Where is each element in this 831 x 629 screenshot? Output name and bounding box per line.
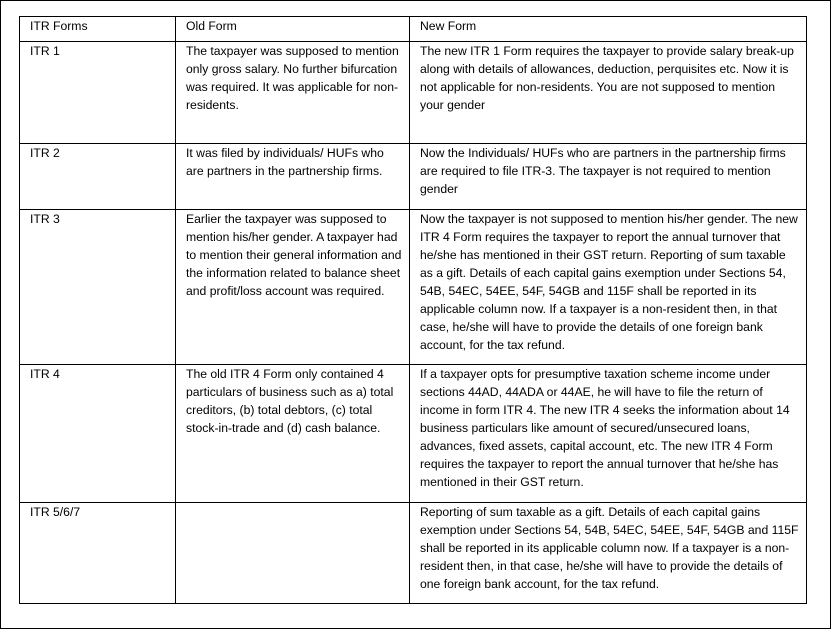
cell-new-form: The new ITR 1 Form requires the taxpayer to provide salary break-up along with details of allowances, deduction, perquisites etc. Now it is not applicable for non-residents. You are not supposed to mention your gender: [410, 42, 807, 144]
table-row: [20, 210, 807, 365]
cell-old-form: Earlier the taxpayer was supposed to mention his/her gender. A taxpayer had to mention their general information and the information related to balance sheet and profit/loss account was required.: [176, 210, 410, 365]
header-old-form: Old Form: [176, 17, 410, 42]
cell-itr-form: ITR 3: [20, 210, 176, 365]
table-row: [20, 42, 807, 144]
cell-itr-form: ITR 1: [20, 42, 176, 144]
cell-itr-form: ITR 2: [20, 144, 176, 210]
cell-old-form: The taxpayer was supposed to mention only gross salary. No further bifurcation was required. It was applicable for non-residents.: [176, 42, 410, 144]
cell-itr-form: ITR 4: [20, 365, 176, 503]
cell-old-form: It was filed by individuals/ HUFs who are partners in the partnership firms.: [176, 144, 410, 210]
table-row: [20, 144, 807, 210]
cell-new-form: Now the taxpayer is not supposed to mention his/her gender. The new ITR 4 Form requires the taxpayer to report the annual turnover that he/she has mentioned in their GST return. Reporting of sum taxable as a gift. Details of each capital gains exemption under Sections 54, 54B, 54EC, 54EE, 54F, 54GB and 115F shall be reported in its applicable column now. If a taxpayer is a non-resident then, in that case, he/she will have to provide the details of one foreign bank account, for the tax refund.: [410, 210, 807, 365]
itr-comparison-table: [19, 16, 807, 604]
table-row: [20, 503, 807, 604]
header-new-form: New Form: [410, 17, 807, 42]
header-itr-forms: ITR Forms: [20, 17, 176, 42]
cell-old-form: The old ITR 4 Form only contained 4 particulars of business such as a) total creditors, (b) total debtors, (c) total stock-in-trade and (d) cash balance.: [176, 365, 410, 503]
cell-old-form: [176, 503, 410, 604]
table-header-row: [20, 17, 807, 42]
cell-new-form: Reporting of sum taxable as a gift. Details of each capital gains exemption under Sections 54, 54B, 54EC, 54EE, 54F, 54GB and 115F shall be reported in its applicable column now. If a taxpayer is a non-resident then, in that case, he/she will have to provide the details of one foreign bank account, for the tax refund.: [410, 503, 807, 604]
cell-itr-form: ITR 5/6/7: [20, 503, 176, 604]
table-row: [20, 365, 807, 503]
cell-new-form: If a taxpayer opts for presumptive taxation scheme income under sections 44AD, 44ADA or 44AE, he will have to file the return of income in form ITR 4. The new ITR 4 seeks the information about 14 business particulars like amount of secured/unsecured loans, advances, fixed assets, capital account, etc. The new ITR 4 Form requires the taxpayer to report the annual turnover that he/she has mentioned in their GST return.: [410, 365, 807, 503]
cell-new-form: Now the Individuals/ HUFs who are partners in the partnership firms are required to file ITR-3. The taxpayer is not required to mention gender: [410, 144, 807, 210]
